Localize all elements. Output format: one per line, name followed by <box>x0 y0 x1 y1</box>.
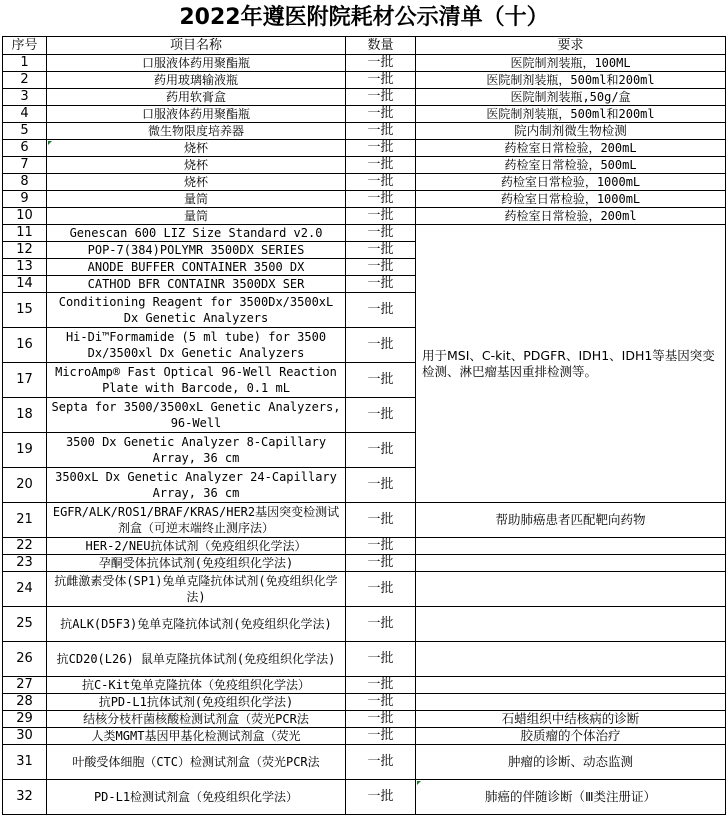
cell-req[interactable] <box>416 694 726 711</box>
cell-name[interactable]: EGFR/ALK/ROS1/BRAF/KRAS/HER2基因突变检测试剂盒（可逆末端终止测序法） <box>47 503 346 538</box>
cell-no[interactable]: 29 <box>3 711 47 728</box>
cell-qty[interactable]: 一批 <box>346 140 416 157</box>
cell-req[interactable]: 医院制剂装瓶,50g/盒 <box>416 89 726 106</box>
cell-no[interactable]: 11 <box>3 225 47 242</box>
cell-no[interactable]: 19 <box>3 433 47 468</box>
cell-qty[interactable]: 一批 <box>346 55 416 72</box>
cell-req[interactable]: 肺癌的伴随诊断（Ⅲ类注册证） <box>416 780 726 815</box>
cell-name[interactable]: Genescan 600 LIZ Size Standard v2.0 <box>47 225 346 242</box>
cell-req[interactable]: 医院制剂装瓶，100ML <box>416 55 726 72</box>
cell-req[interactable]: 药检室日常检验，200mL <box>416 140 726 157</box>
cell-req[interactable] <box>416 677 726 694</box>
cell-qty[interactable]: 一批 <box>346 677 416 694</box>
cell-qty[interactable]: 一批 <box>346 538 416 555</box>
cell-name[interactable]: 微生物限度培养器 <box>47 123 346 140</box>
header-name[interactable]: 项目名称 <box>47 37 346 55</box>
cell-qty[interactable]: 一批 <box>346 728 416 745</box>
cell-no[interactable]: 26 <box>3 642 47 677</box>
cell-qty[interactable]: 一批 <box>346 398 416 433</box>
cell-no[interactable]: 31 <box>3 745 47 780</box>
cell-no[interactable]: 6 <box>3 140 47 157</box>
cell-name[interactable]: POP-7(384)POLYMR 3500DX SERIES <box>47 242 346 259</box>
cell-no[interactable]: 14 <box>3 276 47 293</box>
cell-no[interactable]: 23 <box>3 555 47 572</box>
cell-name[interactable]: 抗PD-L1抗体试剂(免疫组织化学法) <box>47 694 346 711</box>
cell-qty[interactable]: 一批 <box>346 123 416 140</box>
cell-qty[interactable]: 一批 <box>346 191 416 208</box>
cell-name[interactable]: 烧杯 <box>47 140 346 157</box>
cell-name[interactable]: 叶酸受体细胞（CTC）检测试剂盒（荧光PCR法 <box>47 745 346 780</box>
cell-name[interactable]: 抗C-Kit兔单克隆抗体（免疫组织化学法） <box>47 677 346 694</box>
cell-name[interactable]: 抗ALK(D5F3)兔单克隆抗体试剂(免疫组织化学法) <box>47 607 346 642</box>
cell-name[interactable]: PD-L1检测试剂盒（免疫组织化学法） <box>47 780 346 815</box>
cell-no[interactable]: 13 <box>3 259 47 276</box>
table-row <box>3 677 726 694</box>
cell-req[interactable]: 药检室日常检验，1000mL <box>416 191 726 208</box>
cell-name[interactable]: 量筒 <box>47 191 346 208</box>
table-row <box>3 89 726 106</box>
table-row <box>3 157 726 174</box>
cell-no[interactable]: 10 <box>3 208 47 225</box>
cell-name[interactable]: 孕酮受体抗体试剂(免疫组织化学法) <box>47 555 346 572</box>
table-row <box>3 642 726 677</box>
table-row <box>3 140 726 157</box>
cell-qty[interactable]: 一批 <box>346 328 416 363</box>
cell-no[interactable]: 17 <box>3 363 47 398</box>
table-row <box>3 503 726 538</box>
cell-name[interactable]: 口服液体药用聚酯瓶 <box>47 55 346 72</box>
cell-name[interactable]: Hi-Di™Formamide (5 ml tube) for 3500 Dx/3500xl Dx Genetic Analyzers <box>47 328 346 363</box>
cell-name[interactable]: 药用玻璃输液瓶 <box>47 72 346 89</box>
cell-name[interactable]: 3500xL Dx Genetic Analyzer 24-Capillary Array, 36 cm <box>47 468 346 503</box>
cell-no[interactable]: 2 <box>3 72 47 89</box>
cell-req[interactable]: 院内制剂微生物检测 <box>416 123 726 140</box>
cell-name[interactable]: CATHOD BFR CONTAINR 3500DX SER <box>47 276 346 293</box>
cell-qty[interactable]: 一批 <box>346 208 416 225</box>
cell-name[interactable]: 烧杯 <box>47 174 346 191</box>
cell-no[interactable]: 24 <box>3 572 47 607</box>
cell-qty[interactable]: 一批 <box>346 225 416 242</box>
table-row <box>3 780 726 815</box>
table-row <box>3 555 726 572</box>
table-row <box>3 538 726 555</box>
table-row <box>3 106 726 123</box>
cell-no[interactable]: 8 <box>3 174 47 191</box>
cell-no[interactable]: 1 <box>3 55 47 72</box>
cell-req-merged[interactable]: 用于MSI、C-kit、PDGFR、IDH1、IDH1等基因突变检测、淋巴瘤基因重排检测等。 <box>416 225 726 503</box>
cell-name[interactable]: 人类MGMT基因甲基化检测试剂盒（荧光 <box>47 728 346 745</box>
cell-req[interactable] <box>416 538 726 555</box>
cell-no[interactable]: 20 <box>3 468 47 503</box>
cell-name[interactable]: 抗雌激素受体(SP1)兔单克隆抗体试剂(免疫组织化学法) <box>47 572 346 607</box>
cell-qty[interactable]: 一批 <box>346 293 416 328</box>
header-no[interactable]: 序号 <box>3 37 47 55</box>
cell-no[interactable]: 4 <box>3 106 47 123</box>
cell-req[interactable]: 石蜡组织中结核病的诊断 <box>416 711 726 728</box>
cell-name[interactable]: 量筒 <box>47 208 346 225</box>
cell-req[interactable]: 肿瘤的诊断、动态监测 <box>416 745 726 780</box>
cell-name[interactable]: HER-2/NEU抗体试剂（免疫组织化学法） <box>47 538 346 555</box>
cell-qty[interactable]: 一批 <box>346 363 416 398</box>
cell-no[interactable]: 3 <box>3 89 47 106</box>
header-qty[interactable]: 数量 <box>346 37 416 55</box>
table-row <box>3 225 726 242</box>
consumables-table <box>2 36 726 815</box>
table-row <box>3 123 726 140</box>
cell-qty[interactable]: 一批 <box>346 259 416 276</box>
cell-req[interactable]: 帮助肺癌患者匹配靶向药物 <box>416 503 726 538</box>
cell-qty[interactable]: 一批 <box>346 555 416 572</box>
cell-name[interactable]: Conditioning Reagent for 3500Dx/3500xL Dx Genetic Analyzers <box>47 293 346 328</box>
cell-name[interactable]: 抗CD20(L26) 鼠单克隆抗体试剂(免疫组织化学法) <box>47 642 346 677</box>
cell-req[interactable] <box>416 555 726 572</box>
cell-req[interactable]: 医院制剂装瓶，500ml和200ml <box>416 72 726 89</box>
table-row <box>3 72 726 89</box>
cell-qty[interactable]: 一批 <box>346 89 416 106</box>
cell-qty[interactable]: 一批 <box>346 642 416 677</box>
header-req[interactable]: 要求 <box>416 37 726 55</box>
table-row <box>3 745 726 780</box>
cell-req[interactable] <box>416 572 726 607</box>
cell-qty[interactable]: 一批 <box>346 780 416 815</box>
cell-req[interactable]: 药检室日常检验，1000mL <box>416 174 726 191</box>
cell-qty[interactable]: 一批 <box>346 468 416 503</box>
cell-qty[interactable]: 一批 <box>346 433 416 468</box>
cell-qty[interactable]: 一批 <box>346 503 416 538</box>
table-row <box>3 191 726 208</box>
cell-no[interactable]: 28 <box>3 694 47 711</box>
cell-qty[interactable]: 一批 <box>346 711 416 728</box>
cell-req[interactable]: 药检室日常检验，500mL <box>416 157 726 174</box>
cell-no[interactable]: 15 <box>3 293 47 328</box>
cell-no[interactable]: 25 <box>3 607 47 642</box>
cell-req[interactable]: 医院制剂装瓶，500ml和200ml <box>416 106 726 123</box>
cell-no[interactable]: 30 <box>3 728 47 745</box>
cell-no[interactable]: 16 <box>3 328 47 363</box>
cell-no[interactable]: 32 <box>3 780 47 815</box>
cell-qty[interactable]: 一批 <box>346 157 416 174</box>
cell-qty[interactable]: 一批 <box>346 607 416 642</box>
cell-name[interactable]: 烧杯 <box>47 157 346 174</box>
cell-qty[interactable]: 一批 <box>346 745 416 780</box>
cell-qty[interactable]: 一批 <box>346 72 416 89</box>
cell-req[interactable]: 胶质瘤的个体治疗 <box>416 728 726 745</box>
cell-qty[interactable]: 一批 <box>346 276 416 293</box>
table-row <box>3 174 726 191</box>
cell-name[interactable]: 药用软膏盒 <box>47 89 346 106</box>
cell-qty[interactable]: 一批 <box>346 694 416 711</box>
cell-no[interactable]: 27 <box>3 677 47 694</box>
cell-name[interactable]: 3500 Dx Genetic Analyzer 8-Capillary Array, 36 cm <box>47 433 346 468</box>
cell-no[interactable]: 18 <box>3 398 47 433</box>
table-row <box>3 55 726 72</box>
table-row <box>3 572 726 607</box>
cell-no[interactable]: 12 <box>3 242 47 259</box>
cell-no[interactable]: 22 <box>3 538 47 555</box>
cell-name[interactable]: Septa for 3500/3500xL Genetic Analyzers, 96-Well <box>47 398 346 433</box>
cell-no[interactable]: 21 <box>3 503 47 538</box>
cell-qty[interactable]: 一批 <box>346 106 416 123</box>
cell-qty[interactable]: 一批 <box>346 572 416 607</box>
cell-qty[interactable]: 一批 <box>346 174 416 191</box>
header-row <box>3 37 726 55</box>
table-row <box>3 208 726 225</box>
cell-name[interactable]: 口服液体药用聚酯瓶 <box>47 106 346 123</box>
table-row <box>3 728 726 745</box>
table-row <box>3 694 726 711</box>
sheet-title: 2022年遵医附院耗材公示清单（十） <box>179 5 549 30</box>
cell-name[interactable]: MicroAmp® Fast Optical 96-Well Reaction Plate with Barcode, 0.1 mL <box>47 363 346 398</box>
table-row <box>3 711 726 728</box>
cell-no[interactable]: 9 <box>3 191 47 208</box>
cell-req[interactable] <box>416 642 726 677</box>
cell-no[interactable]: 7 <box>3 157 47 174</box>
cell-no[interactable]: 5 <box>3 123 47 140</box>
cell-name[interactable]: 结核分枝杆菌核酸检测试剂盒（荧光PCR法 <box>47 711 346 728</box>
cell-qty[interactable]: 一批 <box>346 242 416 259</box>
cell-req[interactable] <box>416 607 726 642</box>
cell-name[interactable]: ANODE BUFFER CONTAINER 3500 DX <box>47 259 346 276</box>
cell-req[interactable]: 药检室日常检验，200ml <box>416 208 726 225</box>
table-row <box>3 607 726 642</box>
